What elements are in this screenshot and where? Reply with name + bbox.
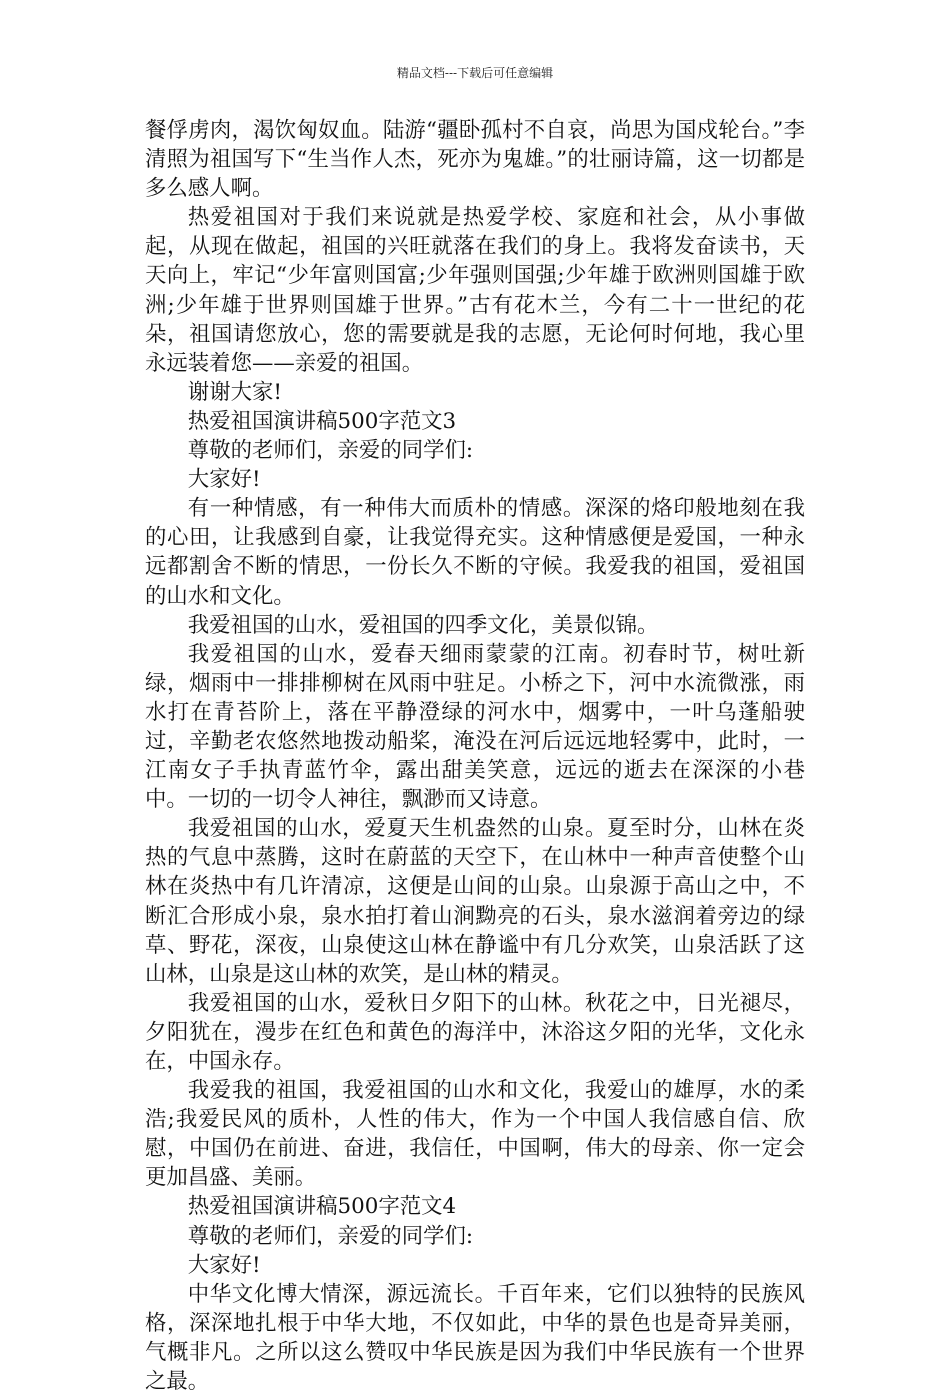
paragraph: 我爱祖国的山水，爱春天细雨蒙蒙的江南。初春时节，树吐新绿，烟雨中一排排柳树在风雨中驻足。小桥之下，河中水流微涨，雨水打在青苔阶上，落在平静澄绿的河水中，烟雾中，一叶乌蓬船驶过，辛勤老农悠然地拨动船桨，淹没在河后远远地轻雾中，此时，一江南女子手执青蓝竹伞，露出甜美笑意，远远的逝去在深深的小巷中。一切的一切令人神往，飘渺而又诗意。	[145, 641, 805, 813]
closing-line: 谢谢大家!	[187, 379, 282, 405]
greeting: 大家好!	[187, 467, 261, 493]
salutation: 尊敬的老师们，亲爱的同学们:	[187, 438, 474, 464]
paragraph: 我爱我的祖国，我爱祖国的山水和文化，我爱山的雄厚，水的柔浩;我爱民风的质朴，人性的伟大，作为一个中国人我信感自信、欣慰，中国仍在前进、奋进，我信任，中国啊，伟大的母亲、你一定会更加昌盛、美丽。	[145, 1078, 805, 1191]
paragraph: 餐俘虏肉，渴饮匈奴血。陆游“疆卧孤村不自哀，尚思为国戍轮台。”李清照为祖国写下“生当作人杰，死亦为鬼雄。”的壮丽诗篇，这一切都是多么感人啊。	[145, 118, 805, 202]
greeting: 大家好!	[187, 1252, 261, 1278]
document-body	[145, 116, 805, 1396]
paragraph: 我爱祖国的山水，爱秋日夕阳下的山林。秋花之中，日光褪尽，夕阳犹在，漫步在红色和黄色的海洋中，沐浴这夕阳的光华，文化永在，中国永存。	[145, 990, 805, 1074]
paragraph: 热爱祖国对于我们来说就是热爱学校、家庭和社会，从小事做起，从现在做起，祖国的兴旺就落在我们的身上。我将发奋读书，天天向上，牢记“少年富则国富;少年强则国强;少年雄于欧洲则国雄于欧洲;少年雄于世界则国雄于世界。”古有花木兰，今有二十一世纪的花朵，祖国请您放心，您的需要就是我的志愿，无论何时何地，我心里永远装着您——亲爱的祖国。	[145, 205, 805, 376]
paragraph: 我爱祖国的山水，爱夏天生机盎然的山泉。夏至时分，山林在炎热的气息中蒸腾，这时在蔚蓝的天空下，在山林中一种声音使整个山林在炎热中有几许清凉，这便是山间的山泉。山泉源于高山之中，不断汇合形成小泉，泉水拍打着山涧黝亮的石头，泉水滋润着旁边的绿草、野花，深夜，山泉使这山林在静谧中有几分欢笑，山泉活跃了这山林，山泉是这山林的欢笑，是山林的精灵。	[145, 816, 805, 987]
page-header: 精品文档---下载后可任意编辑	[396, 66, 554, 80]
paragraph: 有一种情感，有一种伟大而质朴的情感。深深的烙印般地刻在我的心田，让我感到自豪，让我觉得充实。这种情感便是爱国，一种永远都割舍不断的情思，一份长久不断的守候。我爱我的祖国，爱祖国的山水和文化。	[145, 496, 805, 609]
paragraph: 我爱祖国的山水，爱祖国的四季文化，美景似锦。	[187, 612, 659, 638]
section-heading: 热爱祖国演讲稿500字范文3	[187, 408, 457, 434]
salutation: 尊敬的老师们，亲爱的同学们:	[187, 1223, 474, 1249]
paragraph: 中华文化博大情深，源远流长。千百年来，它们以独特的民族风格，深深地扎根于中华大地，不仅如此，中华的景色也是奇异美丽，气概非凡。之所以这么赞叹中华民族是因为我们中华民族有一个世界之最。	[145, 1281, 805, 1395]
section-heading: 热爱祖国演讲稿500字范文4	[187, 1194, 457, 1220]
